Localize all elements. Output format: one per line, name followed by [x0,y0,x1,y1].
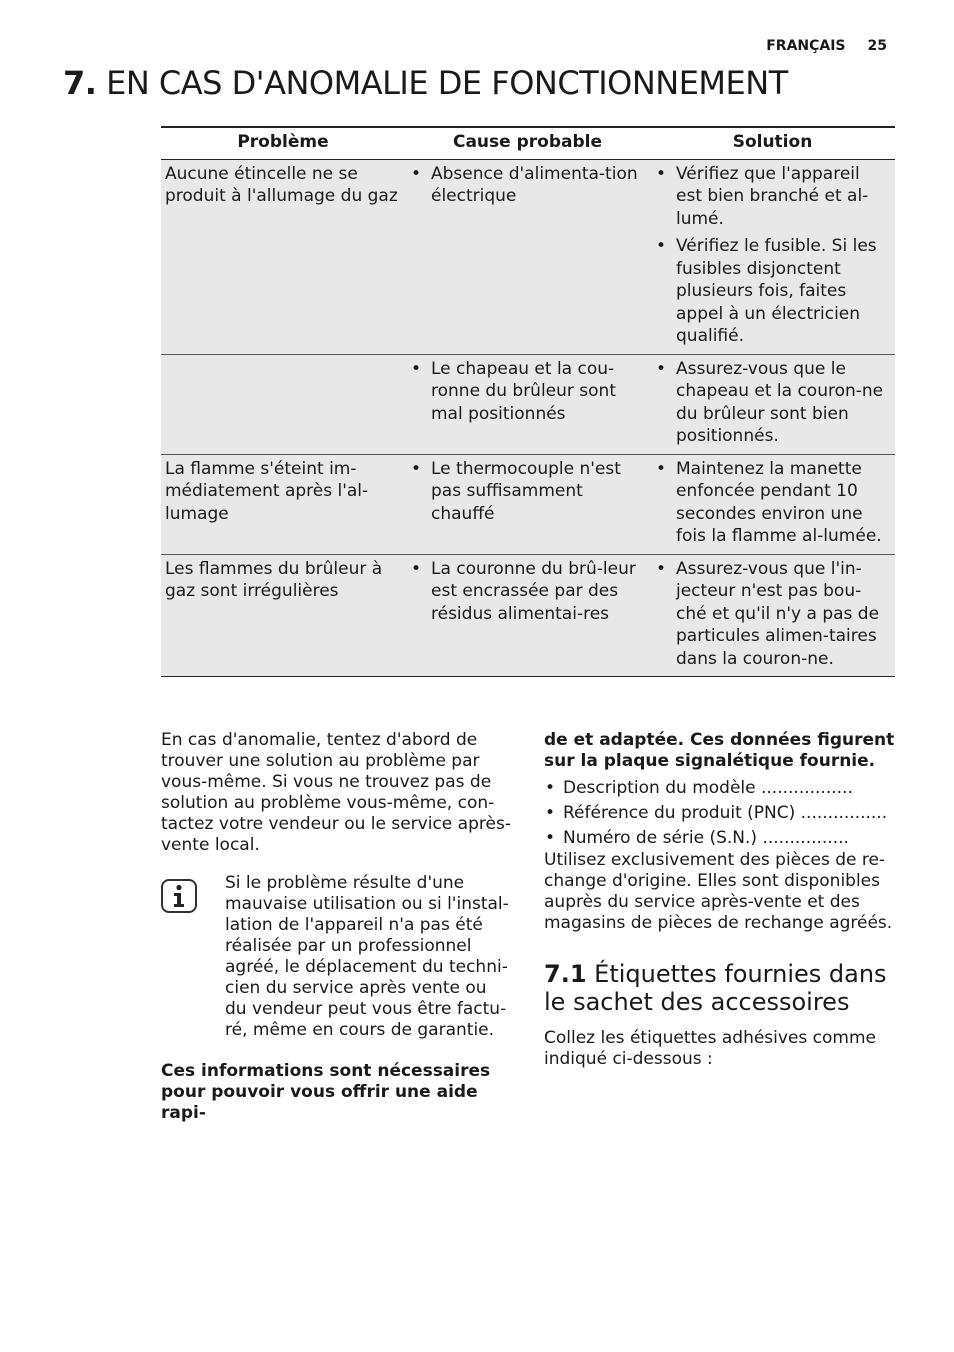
solution-item: • Vérifiez que l'appareil est bien branché et al-lumé. [654,163,891,231]
solution-cell [650,159,895,354]
solution-cell [650,454,895,554]
header-solution: Solution [650,127,895,159]
subsection-heading [544,960,896,1016]
bold-note-continued: de et adaptée. Ces données figurent sur la plaque signalétique fournie. [544,730,895,771]
problem-cell: Aucune étincelle ne se produit à l'allumage du gaz [161,159,405,354]
info-text: Si le problème résulte d'une mauvaise utilisation ou si l'instal-lation de l'appareil n'a pas été réalisée par un professionnel agréé, le déplacement du techni-cien du service après vente ou du vendeur peut vous être factu-ré, même en cours de garantie. [225,873,509,1040]
section-number: 7. [63,64,97,102]
page-header [766,38,887,54]
list-item: • Description du modèle ................. [544,778,896,799]
cause-cell [405,454,650,554]
cause-cell [405,554,650,677]
header-cause: Cause probable [405,127,650,159]
cause-item: • La couronne du brû-leur est encrassée par des résidus alimentai-res [409,558,646,626]
table-row [161,454,895,554]
troubleshooting-table [161,126,895,677]
header-problem: Problème [161,127,405,159]
table-row [161,159,895,354]
solution-cell [650,554,895,677]
bold-note-start: Ces informations sont nécessaires pour pouvoir vous offrir une aide rapi- [161,1061,491,1123]
subsection-number: 7.1 [544,960,587,988]
table-header-row [161,127,895,159]
cause-item: • Le chapeau et la cou-ronne du brûleur sont mal positionnés [409,358,646,426]
stickers-paragraph: Collez les étiquettes adhésives comme indiqué ci-dessous : [544,1028,876,1069]
solution-item: • Assurez-vous que l'in-jecteur n'est pas bou-ché et qu'il n'y a pas de particules alimen-taires dans la couron-ne. [654,558,891,671]
cause-item: • Absence d'alimenta-tion électrique [409,163,646,208]
problem-cell: La flamme s'éteint im-médiatement après l'al-lumage [161,454,405,554]
page-number: 25 [867,38,887,54]
cause-item: • Le thermocouple n'est pas suffisamment chauffé [409,458,646,526]
cause-cell [405,159,650,354]
problem-cell [161,354,405,454]
subsection-title: Étiquettes fournies dans le sachet des accessoires [544,960,887,1016]
rating-plate-fields [544,778,896,849]
section-title-text: EN CAS D'ANOMALIE DE FONCTIONNEMENT [106,64,788,102]
spare-parts-paragraph: Utilisez exclusivement des pièces de re-change d'origine. Elles sont disponibles auprès du service après-vente et des magasins de pièces de rechange agréés. [544,850,893,933]
section-title [63,64,788,102]
intro-paragraph: En cas d'anomalie, tentez d'abord de trouver une solution au problème par vous-même. Si vous ne trouvez pas de solution au problème vous-même, con-tactez votre vendeur ou le service après-vente local. [161,730,511,855]
table-row [161,554,895,677]
solution-item: • Assurez-vous que le chapeau et la couron-ne du brûleur sont bien positionnés. [654,358,891,448]
header-language: FRANÇAIS [766,38,846,54]
list-item: • Numéro de série (S.N.) ................ [544,828,896,849]
solution-cell [650,354,895,454]
info-note [161,873,511,1041]
left-column [161,730,511,1124]
info-icon [161,879,197,913]
table-row [161,354,895,454]
solution-item: • Vérifiez le fusible. Si les fusibles disjonctent plusieurs fois, faites appel à un électricien qualifié. [654,235,891,348]
problem-cell: Les flammes du brûleur à gaz sont irrégulières [161,554,405,677]
list-item: • Référence du produit (PNC) ................ [544,803,896,824]
cause-cell [405,354,650,454]
right-column [544,730,896,1070]
solution-item: • Maintenez la manette enfoncée pendant 10 secondes environ une fois la flamme al-lumée. [654,458,891,548]
